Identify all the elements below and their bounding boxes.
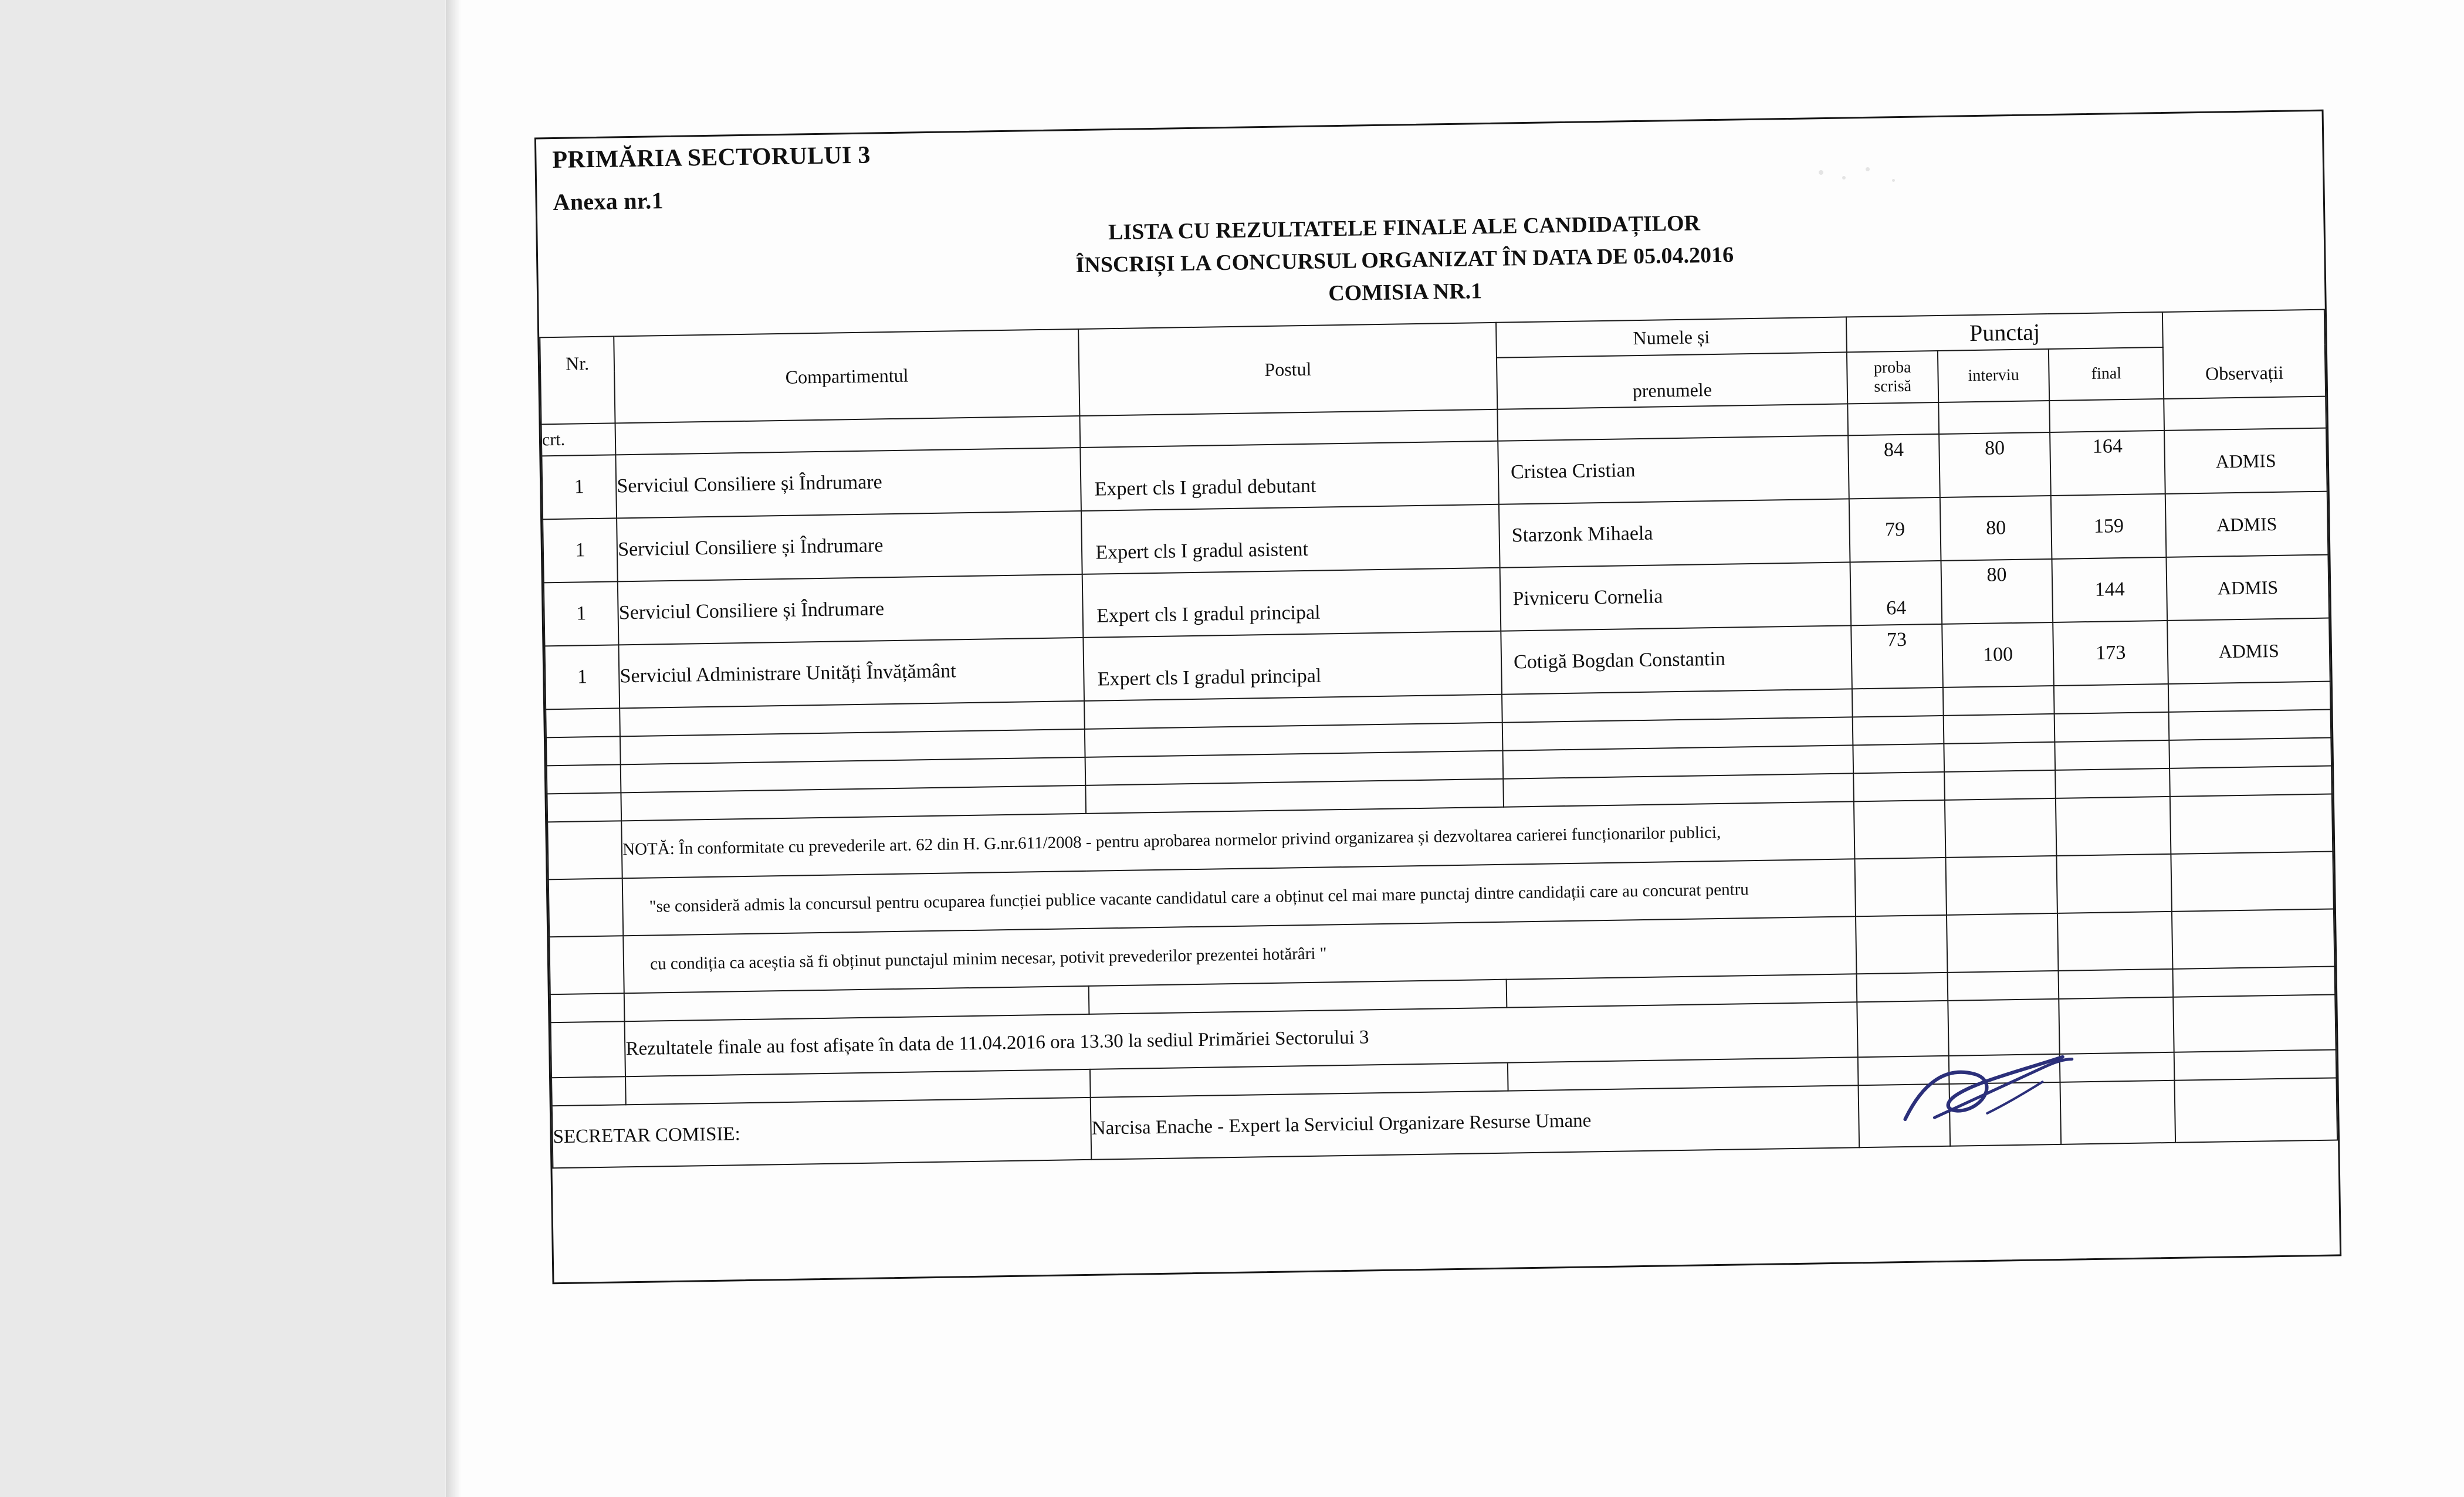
blank-cell <box>1944 714 2055 744</box>
blank-cell <box>2168 682 2330 712</box>
title-line-1: LISTA CU REZULTATELE FINALE ALE CANDIDAȚILOR <box>1108 211 1701 245</box>
row-compartiment: Serviciul Consiliere și Îndrumare <box>616 448 1082 518</box>
blank-cell <box>1945 856 2057 915</box>
blank-cell <box>1949 1054 2060 1084</box>
row-final: 159 <box>2051 494 2167 559</box>
header-numele: Numele și <box>1496 317 1847 357</box>
blank-cell <box>1948 999 2060 1056</box>
row-proba-scrisa: 64 <box>1850 561 1942 625</box>
blank-cell <box>1854 858 1946 916</box>
blank-cell <box>2170 766 2332 797</box>
blank-cell <box>2169 738 2331 768</box>
note-line-1: NOTĂ: În conformitate cu prevederile art. 62 din H. G.nr.611/2008 - pentru aprobarea normelor privind organizarea și dezvoltarea carierei funcționarilor publici, <box>621 801 1854 878</box>
row-interviu: 100 <box>1942 622 2054 687</box>
blank-cell <box>1947 913 2059 973</box>
blank-cell <box>1856 973 1948 1002</box>
blank-cell <box>1852 687 1944 717</box>
blank-cell <box>1853 744 1944 773</box>
row-proba-scrisa: 79 <box>1849 497 1941 562</box>
header-crt: crt. <box>541 423 616 456</box>
results-posted-text: Rezultatele finale au fost afișate în data de 11.04.2016 ora 13.30 la sediul Primăriei Sectorului 3 <box>625 1002 1858 1076</box>
row-postul: Expert cls I gradul principal <box>1084 631 1502 701</box>
header-proba-scrisa-l1: proba <box>1873 358 1911 377</box>
row-final: 173 <box>2053 621 2168 686</box>
blank-cell <box>1853 772 1945 801</box>
paper-edge-shadow <box>446 0 461 1497</box>
blank-cell <box>1858 1056 1949 1085</box>
row-observatii: ADMIS <box>2165 428 2327 494</box>
blank-cell <box>1945 798 2057 858</box>
header-observatii: Observații <box>2162 310 2326 399</box>
row-compartiment: Serviciul Consiliere și Îndrumare <box>617 511 1082 581</box>
row-index: 1 <box>544 581 619 646</box>
row-nume: Pivniceru Cornelia <box>1500 562 1852 631</box>
blank-cell <box>2174 994 2336 1052</box>
header-proba-scrisa <box>1847 351 1938 404</box>
row-proba-scrisa: 84 <box>1848 434 1940 499</box>
header-nr: Nr. <box>540 336 615 424</box>
blank-cell <box>1943 686 2055 716</box>
blank-cell <box>549 878 624 937</box>
blank-cell <box>547 764 621 794</box>
row-postul: Expert cls I gradul debutant <box>1081 441 1499 511</box>
blank-cell <box>2054 684 2169 714</box>
row-interviu: 80 <box>1941 559 2053 624</box>
row-nume: Starzonk Mihaela <box>1499 499 1850 567</box>
row-proba-scrisa: 73 <box>1851 624 1943 689</box>
header-final: final <box>2049 347 2164 401</box>
row-nume: Cristea Cristian <box>1498 435 1849 504</box>
blank-cell <box>551 1021 626 1078</box>
title-line-2: ÎNSCRIȘI LA CONCURSUL ORGANIZAT ÎN DATA DE 05.04.2016 <box>1075 242 1734 278</box>
blank-cell <box>1853 716 1944 745</box>
blank-cell <box>2059 997 2175 1054</box>
spacer-cell <box>2164 397 2326 431</box>
document-body <box>516 77 2382 1279</box>
blank-cell <box>2055 768 2170 798</box>
page-title <box>847 203 1962 317</box>
blank-cell <box>1944 770 2056 800</box>
blank-cell <box>550 993 625 1022</box>
row-postul: Expert cls I gradul asistent <box>1081 504 1500 574</box>
blank-cell <box>1856 915 1947 974</box>
note-line-2: "se consideră admis la concursul pentru ocuparea funcției publice vacante candidatul care a obținut cel mai mare punctaj dintre candidații care au concurat pentru <box>622 859 1856 936</box>
title-line-3: COMISIA NR.1 <box>1328 279 1483 306</box>
blank-cell <box>2173 966 2335 997</box>
header-postul: Postul <box>1078 323 1497 416</box>
blank-cell <box>547 821 622 879</box>
header-interviu: interviu <box>1938 349 2050 402</box>
row-interviu: 80 <box>1939 432 2051 497</box>
header-proba-scrisa-l2: scrisă <box>1874 377 1912 396</box>
note-line-3: cu condiția ca aceștia să fi obținut punctajul minim necesar, potivit prevederilor prezentei hotărâri " <box>624 916 1857 993</box>
blank-cell <box>549 936 624 994</box>
spacer-cell <box>2050 399 2165 432</box>
row-index: 1 <box>541 455 617 519</box>
blank-cell <box>547 792 621 822</box>
blank-cell <box>2060 1081 2176 1144</box>
blank-cell <box>2174 1049 2336 1080</box>
blank-cell <box>1858 1084 1950 1147</box>
row-index: 1 <box>544 645 620 709</box>
blank-cell <box>2170 794 2333 854</box>
blank-cell <box>2059 969 2174 999</box>
row-final: 164 <box>2050 431 2165 496</box>
blank-cell <box>1854 800 1945 859</box>
blank-cell <box>2057 854 2172 913</box>
row-observatii: ADMIS <box>2165 492 2328 557</box>
spacer-cell <box>1938 401 2050 434</box>
blank-cell <box>2169 710 2331 740</box>
results-table <box>539 309 2338 1169</box>
blank-cell <box>2057 912 2173 971</box>
blank-cell <box>1947 971 2059 1001</box>
blank-cell <box>1949 1082 2061 1146</box>
header-compartiment: Compartimentul <box>614 329 1079 423</box>
institution-name: PRIMĂRIA SECTORULUI 3 <box>552 141 871 174</box>
blank-cell <box>2171 852 2334 912</box>
row-observatii: ADMIS <box>2168 618 2330 684</box>
blank-cell <box>2060 1052 2175 1082</box>
blank-cell <box>1944 742 2055 772</box>
row-interviu: 80 <box>1940 496 2052 561</box>
annex-label: Anexa nr.1 <box>553 187 664 216</box>
blank-cell <box>546 736 621 766</box>
secretary-value: Narcisa Enache - Expert la Serviciul Organizare Resurse Umane <box>1091 1085 1859 1160</box>
row-final: 144 <box>2052 557 2168 622</box>
blank-cell <box>546 708 620 737</box>
blank-cell <box>2055 712 2169 742</box>
row-index: 1 <box>543 518 618 582</box>
blank-cell <box>2055 740 2170 770</box>
row-compartiment: Serviciul Administrare Unități Învățământ <box>619 638 1085 708</box>
spacer-cell <box>1847 402 1939 435</box>
blank-cell <box>2175 1078 2337 1142</box>
row-postul: Expert cls I gradul principal <box>1082 568 1501 638</box>
header-prenumele: prenumele <box>1497 352 1847 409</box>
blank-cell <box>2056 797 2171 856</box>
row-observatii: ADMIS <box>2167 555 2329 621</box>
header-punctaj: Punctaj <box>1846 312 2163 352</box>
spacer-cell <box>1497 404 1848 441</box>
document-header <box>552 141 871 216</box>
row-compartiment: Serviciul Consiliere și Îndrumare <box>618 574 1084 645</box>
blank-cell <box>551 1076 626 1106</box>
blank-cell <box>1857 1001 1948 1057</box>
blank-cell <box>2172 909 2334 969</box>
row-nume: Cotigă Bogdan Constantin <box>1501 625 1852 694</box>
secretary-label: SECRETAR COMISIE: <box>552 1098 1092 1168</box>
